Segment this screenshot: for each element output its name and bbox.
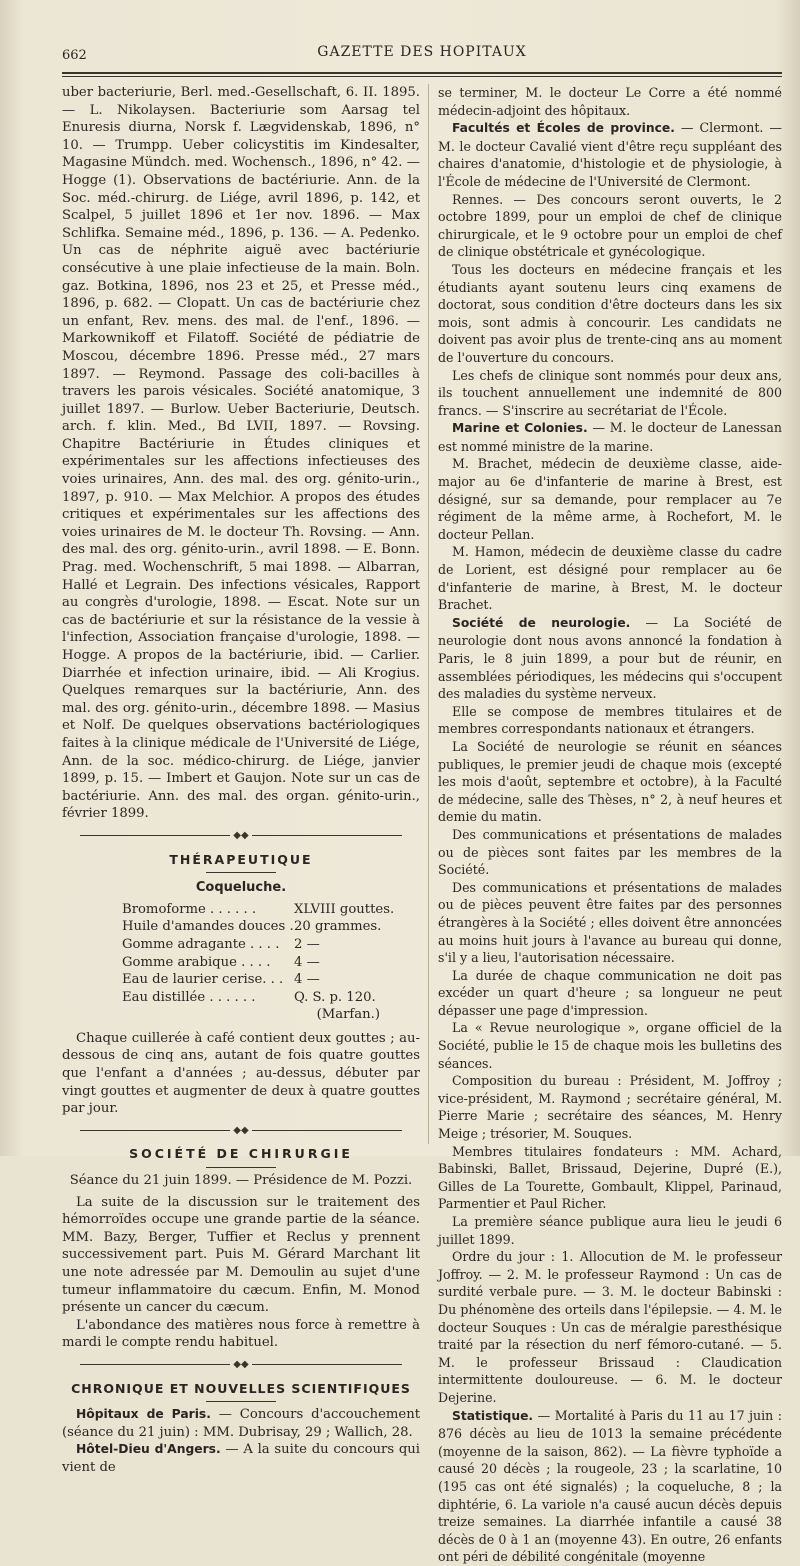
header-rule-thin (62, 76, 782, 77)
facultes-paragraph (438, 119, 782, 190)
chronique-heading: CHRONIQUE ET NOUVELLES SCIENTIFIQUES (71, 1380, 411, 1396)
neurologie-paragraph-10: La première séance publique aura lieu le jeudi 6 juillet 1899. (438, 1214, 782, 1247)
neurologie-paragraph-2: Elle se compose de membres titulaires et de membres correspondants nationaux et étrangers. (438, 703, 782, 737)
recipe-row (122, 971, 420, 989)
recipe-table (122, 901, 420, 1024)
recipe-signature: (Marfan.) (316, 1007, 380, 1023)
hamon-paragraph: M. Hamon, médecin de deuxième classe du cadre de Lorient, est désigné pour remplacer au 6e d'infanterie de marine, à Brest, M. le docteur Brachet. (438, 544, 782, 613)
neurologie-paragraph-3: La Société de neurologie se réunit en séances publiques, le premier jeudi de chaque mois (excepté les mois d'août, septembre et octobre), à la Faculté de médecine, salle des Thèses, n° 2, à neuf heures et demie du matin. (438, 738, 782, 825)
angers-lead: Hôtel-Dieu d'Angers. (76, 1442, 221, 1457)
recipe-row (122, 954, 420, 972)
ornament-divider: ◆◆ (62, 827, 420, 845)
recipe-row (122, 989, 420, 1007)
neurologie-lead: Société de neurologie. (452, 615, 631, 630)
chirurgie-paragraph-2: L'abondance des matières nous force à remettre à mardi le compte rendu habituel. (62, 1317, 420, 1351)
quantity: 4 — (294, 954, 320, 970)
facultes-lead: Facultés et Écoles de province. (452, 121, 675, 136)
quantity: 20 grammes. (294, 919, 382, 935)
chefs-paragraph: Les chefs de clinique sont nommés pour deux ans, ils touchent annuellement une indemnité de 800 francs. — S'inscrire au secrétariat de l'École. (438, 367, 782, 418)
column-divider (428, 84, 429, 1144)
ingredient: Gomme arabique . . . . (122, 954, 271, 970)
neurologie-paragraph-7: La « Revue neurologique », organe officiel de la Société, publie le 15 de chaque mois les bulletins des séances. (438, 1020, 782, 1071)
ingredient: Eau distillée . . . . . . (122, 989, 256, 1005)
angers-continuation: se terminer, M. le docteur Le Corre a été nommé médecin-adjoint des hôpitaux. (438, 85, 782, 118)
ingredient: Huile d'amandes douces . (122, 919, 294, 935)
short-rule (206, 1167, 276, 1168)
ingredient: Eau de laurier cerise. . . (122, 972, 284, 988)
ornament-divider: ◆◆ (62, 1122, 420, 1140)
marine-lead: Marine et Colonies. (452, 421, 588, 436)
quantity: 2 — (294, 936, 320, 952)
chirurgie-paragraph-1: La suite de la discussion sur le traitement des hémorroïdes occupe une grande partie de la séance. MM. Bazy, Berger, Tuffier et Reclus y prennent successivement part. Puis M. Gérard Marchant lit une note adressée par M. Demoulin au sujet d'une tumeur inflammatoire du cæcum. Enfin, M. Monod présente un cancer du cæcum. (62, 1194, 420, 1316)
ingredient: Gomme adragante . . . . (122, 936, 280, 952)
right-column (438, 84, 782, 1566)
angers-text: — A la suite du concours qui vient de (62, 1442, 420, 1475)
short-rule (206, 1401, 276, 1402)
neurologie-paragraph-8: Composition du bureau : Président, M. Joffroy ; vice-président, M. Raymond ; secrétaire général, M. Pierre Marie ; secrétaire des séances, M. Henry Meige ; trésorier, M. Souques. (438, 1073, 782, 1142)
recipe-row (122, 918, 420, 936)
angers-paragraph (62, 1441, 420, 1476)
hopitaux-text: — Concours d'accouchement (séance du 21 juin) : MM. Dubrisay, 29 ; Wallich, 28. (62, 1407, 420, 1440)
marine-text: — M. le docteur de Lanessan est nommé ministre de la marine. (438, 420, 782, 454)
ingredient: Bromoforme . . . . . . (122, 901, 257, 917)
page-number: 662 (62, 48, 87, 63)
ornament-divider: ◆◆ (62, 1356, 420, 1374)
coqueluche-heading: Coqueluche. (195, 880, 287, 896)
recipe-row (122, 936, 420, 954)
rennes-paragraph: Rennes. — Des concours seront ouverts, le 2 octobre 1899, pour un emploi de chef de clinique chirurgicale, et le 9 octobre pour un emploi de chef de clinique obstétricale et gynécologique. (438, 191, 782, 260)
header-rule (62, 72, 782, 74)
neurologie-paragraph-11: Ordre du jour : 1. Allocution de M. le professeur Joffroy. — 2. M. le professeur Raymond : Un cas de surdité verbale pure. — 3. M. le docteur Babinski : Du phénomène des orteils dans l'épilepsie. — 4. M. le docteur Souques : Un cas de méralgie paresthésique traité par la résection du nerf fémoro-cutané. — 5. M. le professeur Brissaud : Claudication intermittente douloureuse. — 6. M. le docteur Dejerine. (438, 1249, 782, 1405)
left-column (62, 84, 420, 1477)
statistique-paragraph (438, 1407, 782, 1566)
hopitaux-paragraph (62, 1406, 420, 1441)
journal-title: GAZETTE DES HOPITAUX (317, 44, 527, 60)
quantity: 4 — (294, 972, 320, 988)
marine-paragraph (438, 419, 782, 455)
therapeutique-heading: THÉRAPEUTIQUE (169, 851, 313, 867)
tous-paragraph: Tous les docteurs en médecine français et les étudiants ayant soutenu leurs cinq examens de doctorat, sous condition d'être docteurs dans les six mois, sont admis à concourir. Les candidats ne doivent pas avoir plus de trente-cinq ans au moment de l'ouverture du concours. (438, 261, 782, 365)
statistique-text: — Mortalité à Paris du 11 au 17 juin : 876 décès au lieu de 1013 la semaine précédente (moyenne de la saison, 862). — La fièvre typhoïde a causé 20 décès ; la rougeole, 23 ; la scarlatine, 10 (195 cas ont été signalés) ; la coqueluche, 8 ; la diphtérie, 6. La variole n'a causé aucun décès depuis treize semaines. La diarrhée infantile a causé 38 décès de 0 à 1 an (moyenne 43). En outre, 26 enfants ont péri de débilité congénitale (moyenne (438, 1407, 782, 1565)
neurologie-paragraph-9: Membres titulaires fondateurs : MM. Achard, Babinski, Ballet, Brissaud, Dejerine, Dupré (E.), Gilles de La Tourette, Gombault, Klippel, Parinaud, Parmentier et Paul Richer. (438, 1143, 782, 1212)
seance-line: Séance du 21 juin 1899. — Présidence de M. Pozzi. (69, 1173, 413, 1189)
societe-chirurgie-heading: SOCIÉTÉ DE CHIRURGIE (129, 1146, 353, 1162)
neurologie-paragraph-6: La durée de chaque communication ne doit pas excéder un quart d'heure ; sa longueur ne peut dépasser une page d'impression. (438, 967, 782, 1018)
recipe-row (122, 901, 420, 919)
quantity: Q. S. p. 120. (294, 989, 376, 1005)
statistique-lead: Statistique. (452, 1408, 534, 1423)
bibliography-text: uber bacteriurie, Berl. med.-Gesellschaft, 6. II. 1895. — L. Nikolaysen. Bacteriurie som Aarsag tel Enuresis diurna, Norsk f. Lægvidenskab, 1896, n° 10. — Trumpp. Ueber colicystitis im Kindesalter, Magasine Mündch. med. Wochensch., 1896, n° 42. — Hogge (1). Observations de bactériurie. Ann. de la Soc. méd.-chirurg. de Liége, avril 1896, p. 142, et Scalpel, 5 juillet 1896 et 1er nov. 1896. — Max Schlifka. Semaine méd., 1896, p. 136. — A. Pedenko. Un cas de néphrite aiguë avec bactériurie consécutive à une plaie infectieuse de la main. Boln. gaz. Botkina, 1896, nos 23 et 25, et Presse méd., 1896, p. 682. — Clopatt. Un cas de bactériurie chez un enfant, Rev. mens. des mal. de l'enf., 1896. — Markownikoff et Filatoff. Société de pédiatrie de Moscou, décembre 1896. Presse méd., 27 mars 1897. — Reymond. Passage des coli-bacilles à travers les parois vésicales. Société anatomique, 3 juillet 1897. — Burlow. Ueber Bacteriurie, Deutsch. arch. f. klin. Med., Bd LVII, 1897. — Rovsing. Chapitre Bactériurie in Études cliniques et expérimentales sur les affections infectieuses des voies urinaires, Ann. des mal. des org. génito-urin., 1897, p. 910. — Max Melchior. A propos des études critiques et expérimentales sur les affections des voies urinaires de M. le docteur Th. Rovsing. — Ann. des mal. des org. génito-urin., avril 1898. — E. Bonn. Prag. med. Wochenschrift, 5 mai 1898. — Albarran, Hallé et Legrain. Des infections vésicales, Rapport au congrès d'urologie, 1898. — Escat. Note sur un cas de bactériurie et sur la résistance de la vessie à l'infection, Association française d'urologie, 1898. — Hogge. A propos de la bactériurie, ibid. — Carlier. Diarrhée et infection urinaire, ibid. — Ali Krogius. Quelques remarques sur la bactériurie, Ann. des mal. des org. génito-urin., décembre 1898. — Masius et Nolf. De quelques observations bactériologiques faites à la clinique médicale de l'Université de Liége, Ann. de la soc. médico-chirurg. de Liége, janvier 1899, p. 15. — Imbert et Gaujon. Note sur un cas de bactériurie. Ann. des mal. des organ. génito-urin., février 1899. (62, 85, 420, 822)
page-header (62, 44, 782, 66)
neurologie-paragraph-4: Des communications et présentations de malades ou de pièces sont faites par les membres de la Société. (438, 826, 782, 878)
quantity: XLVIII gouttes. (294, 901, 395, 917)
facultes-text: — Clermont. — M. le docteur Cavalié vient d'être reçu suppléant des chaires d'anatomie, d'histologie et de physiologie, à l'École de médecine de l'Université de Clermont. (438, 120, 782, 189)
hopitaux-lead: Hôpitaux de Paris. (76, 1407, 211, 1422)
brachet-paragraph: M. Brachet, médecin de deuxième classe, aide-major au 6e d'infanterie de marine à Brest, est désigné, sur sa demande, pour remplacer au 7e régiment de la même arme, à Rochefort, M. le docteur Pellan. (438, 456, 782, 542)
recipe-note: Chaque cuillerée à café contient deux gouttes ; au-dessous de cinq ans, autant de fois quatre gouttes que l'enfant a d'années ; au-dessus, débuter par vingt gouttes et augmenter de deux à quatre gouttes par jour. (62, 1030, 420, 1117)
neurologie-text: — La Société de neurologie dont nous avons annoncé la fondation à Paris, le 8 juin 1899, a pour but de réunir, en assemblées périodiques, les médecins qui s'occupent des maladies du système nerveux. (438, 614, 783, 702)
neurologie-paragraph (438, 614, 782, 703)
short-rule (206, 872, 276, 873)
neurologie-paragraph-5: Des communications et présentations de malades ou de pièces peuvent être faites par des personnes étrangères à la Société ; elles doivent être annoncées au moins huit jours à l'avance au bureau qui donne, s'il y a lieu, l'autorisation nécessaire. (438, 879, 782, 966)
